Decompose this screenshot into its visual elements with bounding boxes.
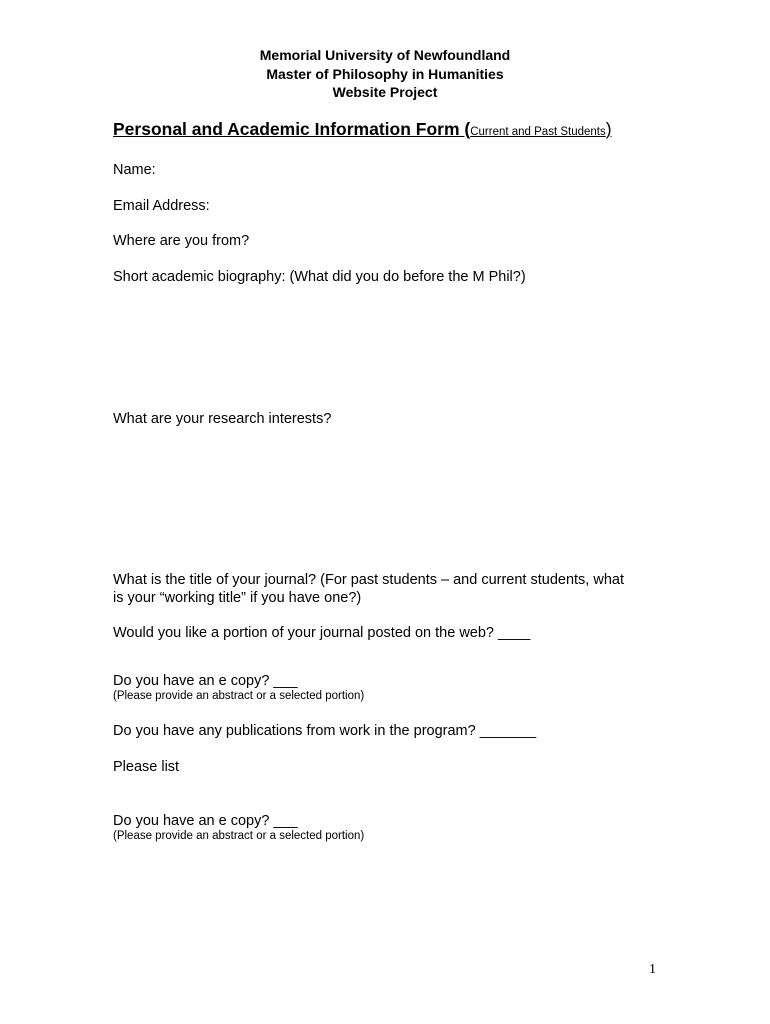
question-biography: Short academic biography: (What did you do before the M Phil?) — [113, 269, 526, 285]
form-title-close: ) — [605, 119, 612, 139]
question-ecopy-1: Do you have an e copy? ___ — [113, 673, 298, 689]
question-please-list: Please list — [113, 759, 180, 775]
header-university: Memorial University of Newfoundland — [259, 47, 511, 63]
form-title-sub: Current and Past Students — [470, 126, 606, 138]
form-title — [113, 119, 612, 142]
header-project: Website Project — [332, 84, 438, 100]
question-ecopy-2: Do you have an e copy? ___ — [113, 813, 298, 829]
page-number: 1 — [649, 962, 656, 977]
note-abstract-2: (Please provide an abstract or a selected portion) — [113, 830, 365, 842]
question-post-on-web: Would you like a portion of your journal posted on the web? ____ — [113, 625, 531, 641]
question-research-interests: What are your research interests? — [113, 411, 332, 427]
question-name: Name: — [113, 162, 156, 178]
question-publications: Do you have any publications from work in the program? _______ — [113, 723, 537, 739]
question-journal-title-line2: is your “working title” if you have one?) — [113, 590, 362, 606]
question-email: Email Address: — [113, 198, 210, 214]
question-where-from: Where are you from? — [113, 233, 250, 249]
form-title-main: Personal and Academic Information Form ( — [113, 119, 471, 139]
header-program: Master of Philosophy in Humanities — [266, 66, 504, 82]
note-abstract-1: (Please provide an abstract or a selected portion) — [113, 690, 365, 702]
question-journal-title-line1: What is the title of your journal? (For past students – and current students, what — [113, 572, 624, 588]
